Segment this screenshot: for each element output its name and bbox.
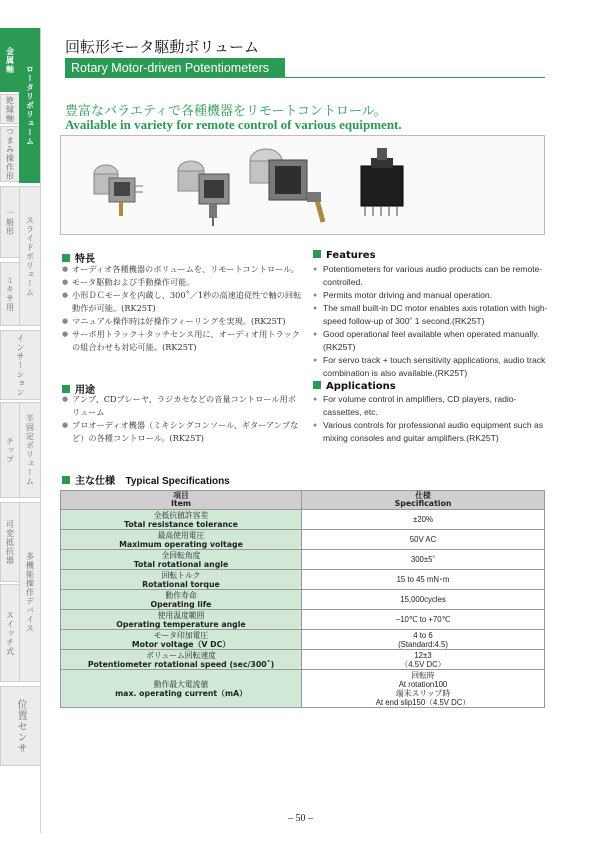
table-row: 全回転角度 Total rotational angle 300±5˚ <box>61 550 545 570</box>
col-item: 項目 Item <box>61 491 302 510</box>
lead-text-en: Available in variety for remote control of various equipment. <box>65 117 402 132</box>
table-row: ボリューム回転速度 Potentiometer rotational speed (sec/300˚) 12±3 （4.5V DC） <box>61 650 545 670</box>
table-row: モータ印加電圧 Motor voltage（V DC） 4 to 6 (Standard:4.5) <box>61 630 545 650</box>
uses-jp-heading: 用途 <box>62 381 95 396</box>
list-item: ● サーボ用トラック＋タッチセンス用に、オーディオ用トラックの組合わせも対応可能。(RK25T) <box>62 328 302 354</box>
list-item: ● オーディオ各種機器のボリュームを、リモートコントロール。 <box>62 263 302 276</box>
list-item: ● The small built-in DC motor enables axis rotation with high-speed follow-up of 300˚ 1 second.(RK25T) <box>313 302 548 328</box>
list-item: ● マニュアル操作時は好操作フィーリングを実現。(RK25T) <box>62 315 302 328</box>
tab-variable-resistor[interactable]: 可変抵抗器 <box>0 502 19 582</box>
tab-switch-type[interactable]: スイッチ式 <box>0 584 19 682</box>
heading-marker <box>313 381 321 389</box>
tab-mixer[interactable]: ミキサ用 <box>0 262 19 326</box>
uses-en-heading: Applications <box>313 381 396 392</box>
product-illustration <box>61 136 544 234</box>
sidebar-divider <box>40 28 41 833</box>
list-item: ● Permits motor driving and manual operation. <box>313 289 548 302</box>
tab-insulated-shaft[interactable]: 絶縁軸 <box>0 94 19 124</box>
list-item: ● モータ駆動および手動操作可能。 <box>62 276 302 289</box>
potentiometer-3 <box>250 149 323 222</box>
list-item: ● For volume control in amplifiers, CD players, radio-cassettes, etc. <box>313 393 548 419</box>
heading-marker <box>313 250 321 258</box>
list-item: ● Various controls for professional audio equipment such as mixing consoles and guitar amplifiers.(RK25T) <box>313 419 548 445</box>
heading-marker <box>62 385 70 393</box>
tab-chip[interactable]: チップ <box>0 402 19 498</box>
list-item: ● For servo track + touch sensitivity applications, audio track combination is also available.(RK25T) <box>313 354 548 380</box>
features-en-list <box>313 263 548 380</box>
table-row: 回転トルク Rotational torque 15 to 45 mN･m <box>61 570 545 590</box>
tab-insertion[interactable]: インサーション <box>0 330 40 400</box>
table-header <box>61 491 545 510</box>
features-jp-heading: 特長 <box>62 250 95 265</box>
list-item: ● プロオーディオ機器（ミキシングコンソール、ギターアンプなど）の各種コントロール。(RK25T) <box>62 419 302 445</box>
header-rule <box>285 77 545 78</box>
tab-rotary-potentiometers[interactable]: ロータリボリューム <box>19 28 40 183</box>
table-row: 動作最大電流値 max. operating current（mA） 回転時 At rotation100 端末スリップ時 At end slip150（4.5V DC） <box>61 670 545 708</box>
page-title-jp: 回転形モータ駆動ボリューム <box>65 38 259 56</box>
tab-trimmer[interactable]: 半固定ボリューム <box>19 402 40 498</box>
tab-slide-potentiometers[interactable]: スライドボリューム <box>19 186 40 326</box>
potentiometer-2 <box>178 161 229 226</box>
spec-table <box>60 490 545 708</box>
uses-jp-list <box>62 393 302 445</box>
features-en-heading: Features <box>313 250 376 261</box>
table-row: 全抵抗値許容差 Total resistance tolerance ±20% <box>61 510 545 530</box>
tab-metal-shaft[interactable]: 金属軸 <box>0 28 19 92</box>
col-specification: 仕様 Specification <box>302 491 545 510</box>
tab-position-sensor[interactable]: 位置センサ <box>0 686 40 766</box>
list-item: ● Potentiometers for various audio products can be remote-controlled. <box>313 263 548 289</box>
list-item: ● 小形ＤＣモータを内蔵し、300˚／1秒の高速追従性で軸の回転動作が可能。(RK25T) <box>62 289 302 315</box>
features-jp-list <box>62 263 302 354</box>
potentiometer-1 <box>94 165 143 216</box>
tab-multi-control-device[interactable]: 多機能操作デバイス <box>19 502 40 682</box>
page-title-en: Rotary Motor-driven Potentiometers <box>65 58 285 78</box>
potentiometer-4 <box>361 148 403 216</box>
tab-knob-operated[interactable]: つまみ操作形 <box>0 126 19 182</box>
table-row: 動作寿命 Operating life 15,000cycles <box>61 590 545 610</box>
heading-marker <box>62 254 70 262</box>
list-item: ● アンプ、CDプレーヤ、ラジカセなどの音量コントロール用ボリューム <box>62 393 302 419</box>
tab-general-type[interactable]: 一般形 <box>0 186 19 258</box>
lead-text-jp: 豊富なバラエティで各種機器をリモートコントロール。 <box>65 104 387 119</box>
table-row: 使用温度範囲 Operating temperature angle −10℃ to +70℃ <box>61 610 545 630</box>
heading-marker <box>62 476 70 484</box>
spec-heading: 主な仕様 Typical Specifications <box>62 472 230 487</box>
product-photo <box>60 135 545 235</box>
list-item: ● Good operational feel available when operated manually.(RK25T) <box>313 328 548 354</box>
table-row: 最高使用電圧 Maximum operating voltage 50V AC <box>61 530 545 550</box>
page-number: – 50 – <box>288 813 313 824</box>
uses-en-list <box>313 393 548 445</box>
